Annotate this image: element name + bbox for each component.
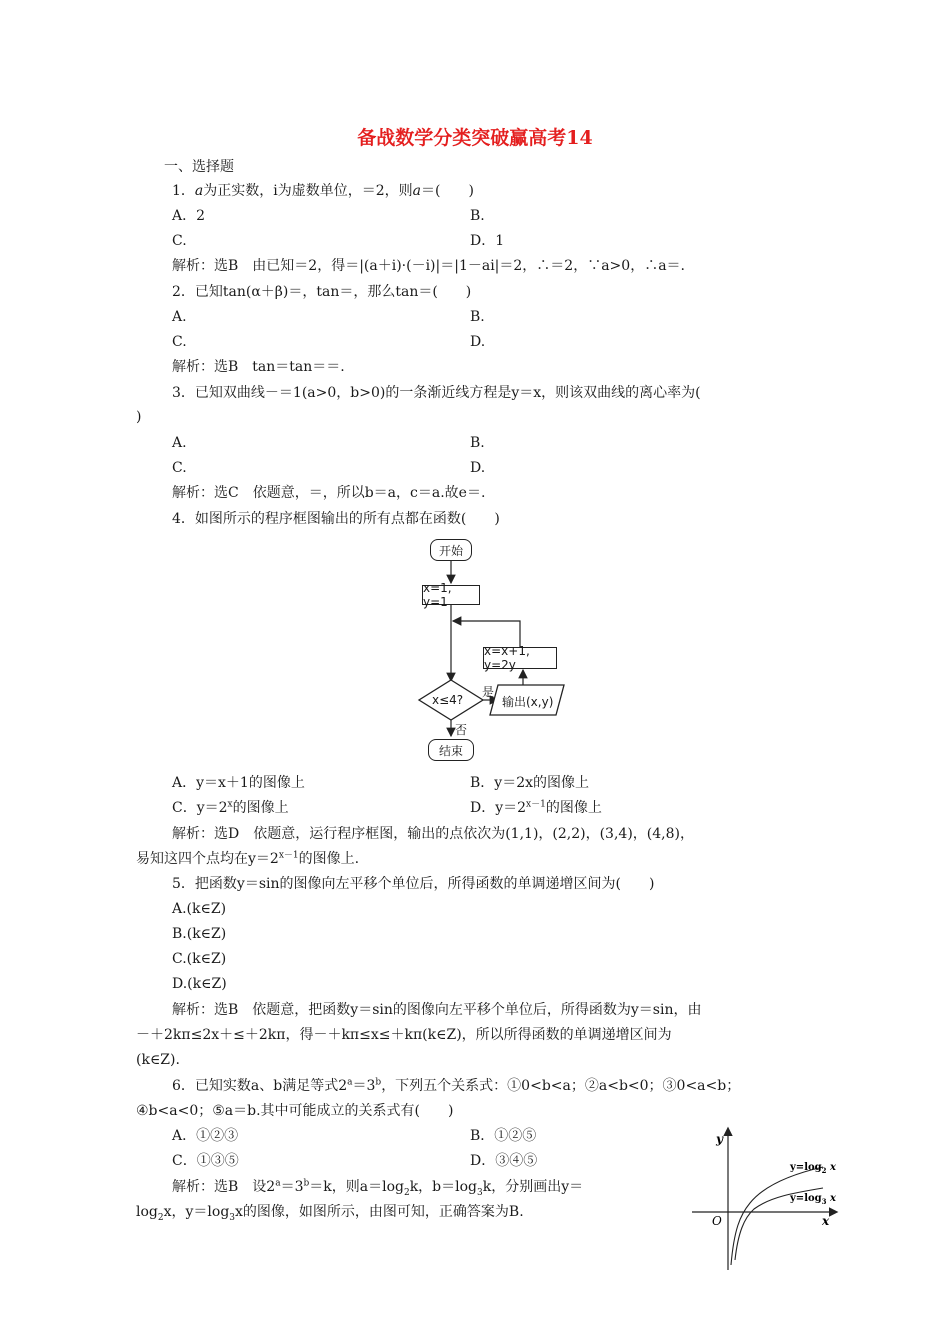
q1-option-c: C. (172, 233, 187, 249)
q4-option-c: C．$y=2^x$的图像上 (172, 799, 289, 816)
section-heading: 一、选择题 (164, 159, 234, 175)
q3-option-c: C. (172, 460, 187, 476)
q1-option-d: D．1 (470, 233, 505, 249)
curve-log3-label: $y=\log_3$ x (790, 1193, 836, 1206)
flowchart-output: 输出(x,y) (502, 695, 554, 709)
q6-option-b: B．①②⑤ (470, 1128, 537, 1144)
q3-stem-cont: ) (136, 409, 142, 425)
q3-stem: 3．已知双曲线－＝1(a>0，b>0)的一条渐近线方程是y＝x，则该双曲线的离心率为( (172, 385, 701, 401)
q5-solution: 解析：选B 依题意，把函数y＝sin的图像向左平移个单位后，所得函数为y＝sin，由 (172, 1002, 702, 1018)
flowchart-yes-label: 是 (482, 685, 495, 699)
q5-stem: 5．把函数y＝sin的图像向左平移个单位后，所得函数的单调递增区间为( ) (172, 876, 655, 892)
q2-option-d: D. (470, 334, 486, 350)
q5-option-d: D.(k∈Z) (172, 976, 227, 992)
flowchart-condition: x≤4? (432, 693, 464, 707)
q6-option-d: D．③④⑤ (470, 1153, 538, 1169)
y-axis-label: y (716, 1132, 723, 1146)
q2-solution: 解析：选B tan＝tan＝＝. (172, 359, 345, 375)
q4-stem: 4．如图所示的程序框图输出的所有点都在函数( ) (172, 511, 500, 527)
q4-solution: 解析：选D 依题意，运行程序框图，输出的点依次为(1,1)，(2,2)，(3,4)，(4,8)， (172, 826, 694, 842)
q5-option-c: C.(k∈Z) (172, 951, 227, 967)
q4-option-d: D．$y=2^{x-1}$的图像上 (470, 799, 602, 816)
flowchart-no-label: 否 (455, 723, 468, 737)
origin-label: O (712, 1214, 722, 1228)
flowchart (410, 535, 590, 765)
q6-solution: 解析：选B 设$2^a=3^b=k$，则$a=\log_2k$，$b=\log_3k$，分别画出y＝ (172, 1178, 584, 1198)
q1-option-b: B. (470, 208, 485, 224)
flowchart-update: x=x+1, y=2y (483, 647, 557, 669)
q4-solution-cont: 易知这四个点均在$y=2^{x-1}$的图像上. (136, 850, 360, 867)
page-title: 备战数学分类突破赢高考14 (357, 127, 593, 149)
q2-option-b: B. (470, 309, 485, 325)
q6-stem-cont: ④b<a<0；⑤a＝b.其中可能成立的关系式有( ) (136, 1103, 454, 1119)
curve-log2-label: $y=\log_2$ x (790, 1162, 836, 1175)
flowchart-start: 开始 (430, 539, 472, 561)
q1-stem: 1．a为正实数，i为虚数单位，＝2，则a＝( ) (172, 183, 474, 199)
q1-option-a: A．2 (172, 208, 206, 224)
q4-option-a: A．y＝x＋1的图像上 (172, 775, 305, 791)
q1-solution: 解析：选B 由已知＝2，得＝|(a＋i)·(－i)|＝|1－ai|＝2，∴＝2，∵a>0，∴a＝. (172, 258, 685, 274)
q5-option-a: A.(k∈Z) (172, 901, 227, 917)
q4-option-b: B．y＝2x的图像上 (470, 775, 589, 791)
q3-solution: 解析：选C 依题意，＝，所以b＝a，c＝a.故e＝. (172, 485, 486, 501)
q5-solution-end: (k∈Z). (136, 1052, 180, 1068)
q6-option-c: C．①③⑤ (172, 1153, 239, 1169)
q6-option-a: A．①②③ (172, 1128, 239, 1144)
q2-stem: 2．已知tan(α＋β)＝，tan＝，那么tan＝( ) (172, 284, 472, 300)
q6-solution-cont: $\log_2x$，$y=\log_3x$的图像，如图所示，由图可知，正确答案为B. (136, 1204, 524, 1223)
curve-log2 (731, 1167, 823, 1265)
q5-option-b: B.(k∈Z) (172, 926, 227, 942)
flowchart-end: 结束 (428, 739, 474, 761)
q6-stem: 6．已知实数a、b满足等式$2^a=3^b$，下列五个关系式：①0<b<a；②a<b<0；③0<a<b； (172, 1077, 741, 1094)
x-axis-label: x (822, 1214, 830, 1228)
q3-option-b: B. (470, 435, 485, 451)
q2-option-a: A. (172, 309, 187, 325)
q2-option-c: C. (172, 334, 187, 350)
flowchart-init: x=1, y=1 (422, 585, 480, 605)
q5-solution-cont: －＋2kπ≤2x＋≤＋2kπ，得－＋kπ≤x≤＋kπ(k∈Z)，所以所得函数的单调递增区间为 (136, 1027, 672, 1043)
q3-option-d: D. (470, 460, 486, 476)
log-graph (688, 1125, 848, 1275)
q3-option-a: A. (172, 435, 187, 451)
